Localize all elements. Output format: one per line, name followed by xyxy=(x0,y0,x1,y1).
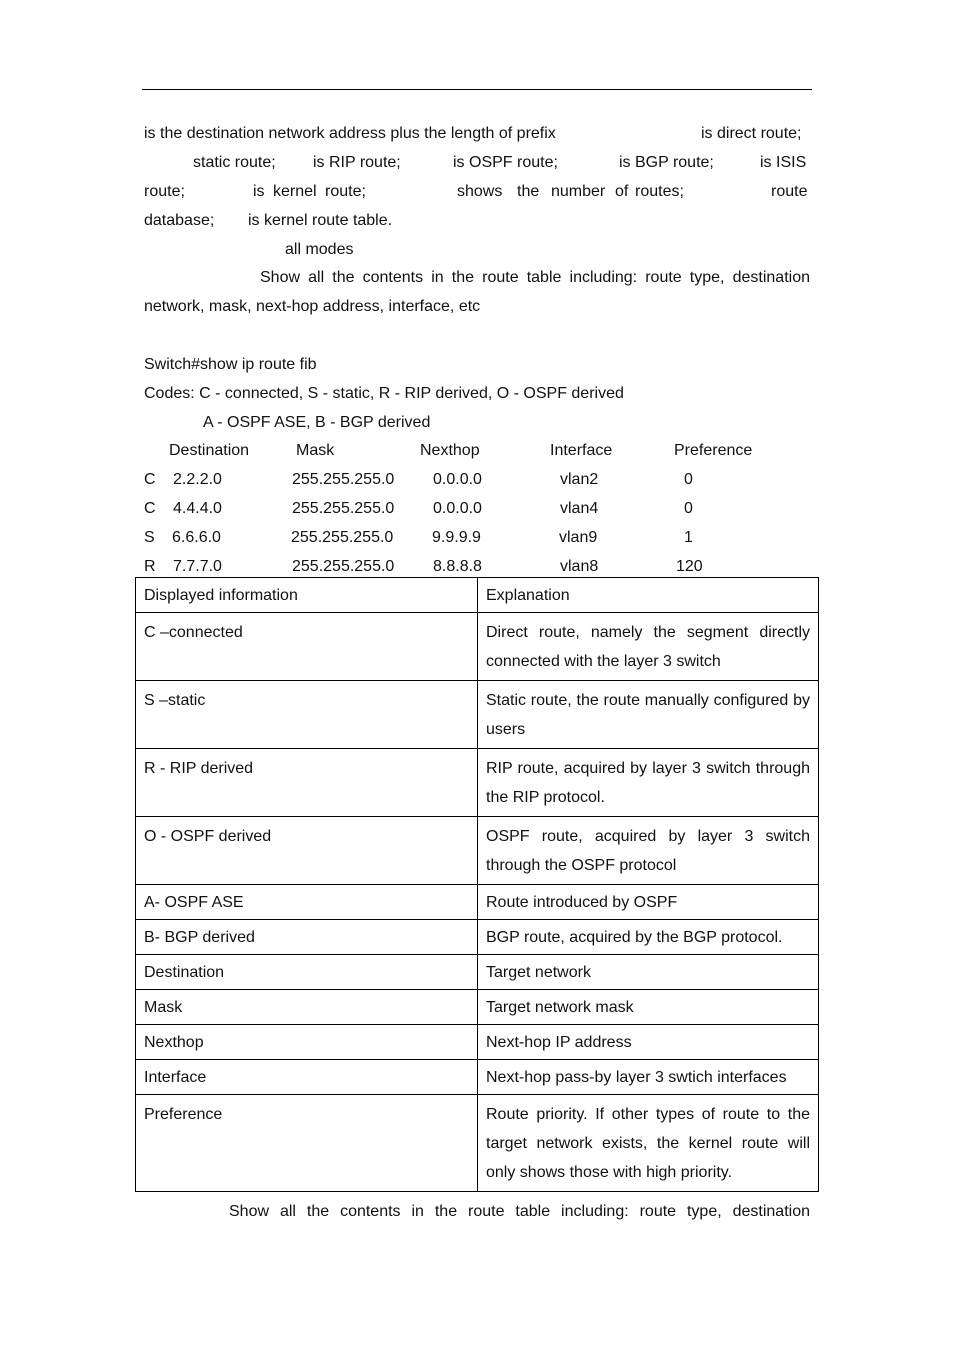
route-row-destination: 2.2.2.0 xyxy=(173,471,222,488)
intro-line2-d: is BGP route; xyxy=(619,154,714,171)
intro-line2-b: is RIP route; xyxy=(313,154,401,171)
route-row-interface: vlan4 xyxy=(560,500,599,517)
table-header-row xyxy=(136,578,819,613)
route-row-destination: 7.7.7.0 xyxy=(173,558,222,575)
intro-line3-j: route xyxy=(771,183,808,200)
table-row xyxy=(136,990,819,1025)
route-row-nexthop: 0.0.0.0 xyxy=(433,471,482,488)
intro-line3-i: routes; xyxy=(635,183,684,200)
info-explanation: RIP route, acquired by layer 3 switch through the RIP protocol. xyxy=(478,749,819,817)
info-item: Interface xyxy=(136,1060,478,1095)
info-explanation: OSPF route, acquired by layer 3 switch through the OSPF protocol xyxy=(478,817,819,885)
header-displayed-information: Displayed information xyxy=(136,578,478,613)
intro-line3-f: the xyxy=(517,183,540,200)
table-row xyxy=(136,681,819,749)
intro-line3-e: shows xyxy=(457,183,503,200)
route-row-mask: 255.255.255.0 xyxy=(292,558,395,575)
table-row xyxy=(136,920,819,955)
info-explanation: Target network xyxy=(478,955,819,990)
intro-line3-c: kernel xyxy=(273,183,317,200)
table-row xyxy=(136,749,819,817)
info-explanation: Next-hop IP address xyxy=(478,1025,819,1060)
header-rule xyxy=(142,89,812,90)
info-explanation: BGP route, acquired by the BGP protocol. xyxy=(478,920,819,955)
table-row xyxy=(136,1095,819,1192)
info-item: Destination xyxy=(136,955,478,990)
info-explanation: Direct route, namely the segment directly connected with the layer 3 switch xyxy=(478,613,819,681)
intro-line3-d: route; xyxy=(325,183,366,200)
table-row xyxy=(136,1060,819,1095)
table-row xyxy=(136,613,819,681)
info-item: O - OSPF derived xyxy=(136,817,478,885)
info-item: R - RIP derived xyxy=(136,749,478,817)
intro-line4-a: database; xyxy=(144,212,215,229)
route-row-interface: vlan8 xyxy=(560,558,599,575)
route-row-destination: 4.4.4.0 xyxy=(173,500,222,517)
intro-line3-g: number xyxy=(551,183,606,200)
intro-line2-e: is ISIS xyxy=(760,154,807,171)
table-row xyxy=(136,885,819,920)
route-row-code: C xyxy=(144,500,156,517)
intro-line2-c: is OSPF route; xyxy=(453,154,558,171)
col-header-mask: Mask xyxy=(296,442,335,459)
col-header-destination: Destination xyxy=(169,442,250,459)
table-row xyxy=(136,955,819,990)
info-item: A- OSPF ASE xyxy=(136,885,478,920)
route-row-preference: 0 xyxy=(684,471,693,488)
example-codes-line1: Codes: C - connected, S - static, R - RIP derived, O - OSPF derived xyxy=(144,385,624,402)
info-item: Mask xyxy=(136,990,478,1025)
info-explanation: Next-hop pass-by layer 3 swtich interfaces xyxy=(478,1060,819,1095)
route-row-mask: 255.255.255.0 xyxy=(292,500,395,517)
intro-line3-a: route; xyxy=(144,183,185,200)
header-explanation: Explanation xyxy=(478,578,819,613)
route-row-code: R xyxy=(144,558,156,575)
example-codes-line2: A - OSPF ASE, B - BGP derived xyxy=(203,414,431,431)
route-row-destination: 6.6.6.0 xyxy=(172,529,221,546)
route-row-mask: 255.255.255.0 xyxy=(292,471,395,488)
intro-line2-a: static route; xyxy=(193,154,276,171)
table-row xyxy=(136,817,819,885)
col-header-nexthop: Nexthop xyxy=(420,442,480,459)
info-item: C –connected xyxy=(136,613,478,681)
info-explanation: Static route, the route manually configured by users xyxy=(478,681,819,749)
info-explanation: Route introduced by OSPF xyxy=(478,885,819,920)
info-item: Nexthop xyxy=(136,1025,478,1060)
info-item: B- BGP derived xyxy=(136,920,478,955)
intro-line1-left: is the destination network address plus the length of prefix xyxy=(144,125,556,142)
route-row-code: C xyxy=(144,471,156,488)
info-explanation: Target network mask xyxy=(478,990,819,1025)
route-row-preference: 0 xyxy=(684,500,693,517)
route-row-code: S xyxy=(144,529,155,546)
usage-line2: network, mask, next-hop address, interface, etc xyxy=(144,298,481,315)
intro-line3-b: is xyxy=(253,183,265,200)
route-row-preference: 120 xyxy=(676,558,703,575)
example-command: Switch#show ip route fib xyxy=(144,356,317,373)
command-modes: all modes xyxy=(285,241,354,258)
col-header-preference: Preference xyxy=(674,442,753,459)
displayed-info-table xyxy=(135,577,819,1192)
intro-line1-right: is direct route; xyxy=(701,125,802,142)
route-row-nexthop: 0.0.0.0 xyxy=(433,500,482,517)
route-row-nexthop: 8.8.8.8 xyxy=(433,558,482,575)
route-row-preference: 1 xyxy=(684,529,693,546)
intro-line3-h: of xyxy=(615,183,629,200)
col-header-interface: Interface xyxy=(550,442,613,459)
intro-line4-b: is kernel route table. xyxy=(248,212,393,229)
route-row-mask: 255.255.255.0 xyxy=(291,529,394,546)
info-explanation: Route priority. If other types of route to the target network exists, the kernel route will only shows those with high priority. xyxy=(478,1095,819,1192)
info-item: Preference xyxy=(136,1095,478,1192)
usage-line1: Show all the contents in the route table including: route type, destination xyxy=(260,269,810,286)
table-row xyxy=(136,1025,819,1060)
footer-usage-line: Show all the contents in the route table including: route type, destination xyxy=(229,1203,810,1220)
route-row-interface: vlan2 xyxy=(560,471,599,488)
route-row-nexthop: 9.9.9.9 xyxy=(432,529,481,546)
info-item: S –static xyxy=(136,681,478,749)
route-row-interface: vlan9 xyxy=(559,529,598,546)
